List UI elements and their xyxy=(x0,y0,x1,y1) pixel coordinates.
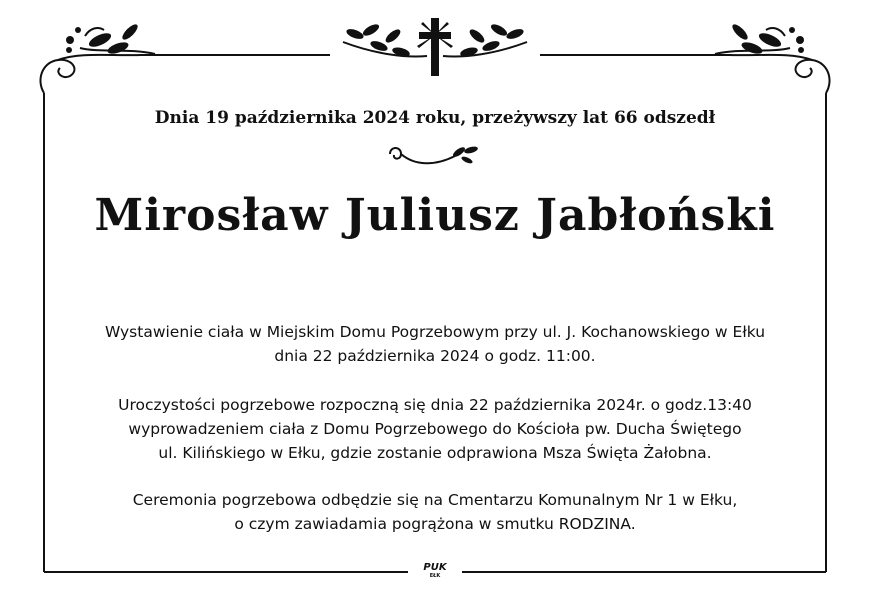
text-line: dnia 22 października 2024 o godz. 11:00. xyxy=(274,347,596,365)
death-date-line: Dnia 19 października 2024 roku, przeżywszy lat 66 odszedł xyxy=(154,108,716,128)
text-line: ul. Kilińskiego w Ełku, gdzie zostanie odprawiona Msza Święta Żałobna. xyxy=(158,444,712,462)
swirl-leaf-divider-icon xyxy=(385,142,485,172)
viewing-paragraph xyxy=(40,320,830,368)
text-line: Uroczystości pogrzebowe rozpoczną się dnia 22 października 2024r. o godz.13:40 xyxy=(118,396,752,414)
text-line: wyprowadzeniem ciała z Domu Pogrzebowego do Kościoła pw. Ducha Świętego xyxy=(128,420,742,438)
burial-paragraph xyxy=(40,488,830,536)
ceremony-paragraph xyxy=(40,393,830,465)
floral-corner-icon xyxy=(700,18,810,63)
text-line: Ceremonia pogrzebowa odbędzie się na Cmentarzu Komunalnym Nr 1 w Ełku, xyxy=(132,491,738,509)
logo-text: PUK xyxy=(423,562,447,573)
floral-corner-icon xyxy=(60,18,170,63)
text-line: Wystawienie ciała w Miejskim Domu Pogrzebowym przy ul. J. Kochanowskiego w Ełku xyxy=(104,323,766,341)
cross-with-laurel-icon xyxy=(335,14,535,78)
logo-subtext: EŁK xyxy=(429,573,441,579)
puk-logo xyxy=(415,563,455,579)
text-line: o czym zawiadamia pogrążona w smutku RODZINA. xyxy=(234,515,636,533)
deceased-name: Mirosław Juliusz Jabłoński xyxy=(94,190,776,241)
